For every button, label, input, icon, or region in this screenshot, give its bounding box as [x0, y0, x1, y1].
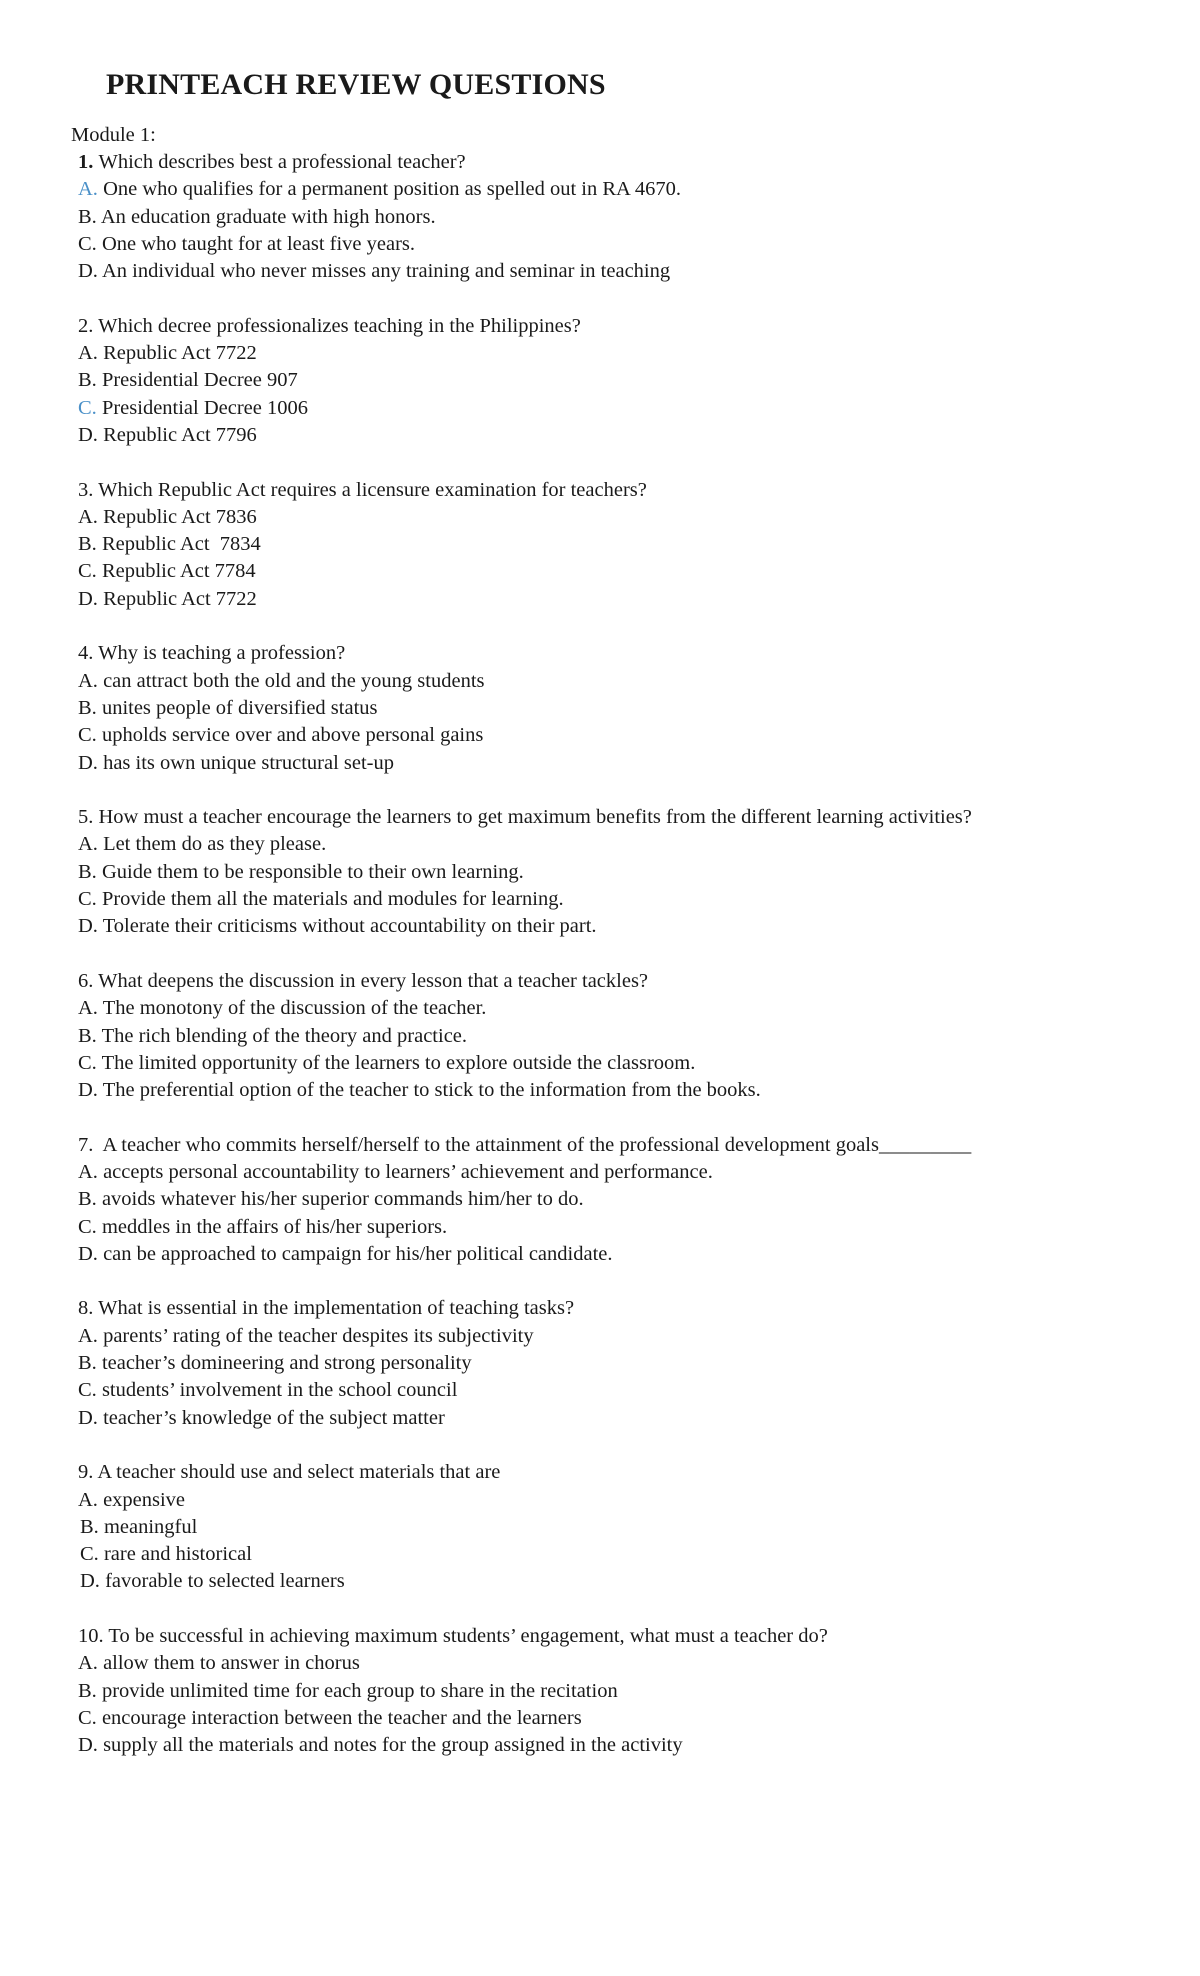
- question-stem: 3. Which Republic Act requires a licensure examination for teachers?: [78, 478, 647, 501]
- option-text: encourage interaction between the teacher and the learners: [101, 1706, 582, 1729]
- option-letter: B.: [78, 1352, 97, 1375]
- option-a: [78, 176, 1168, 203]
- question-number: 8.: [78, 1297, 94, 1320]
- option-letter: C.: [78, 1379, 97, 1402]
- option-text: expensive: [103, 1488, 186, 1511]
- option-b: [78, 531, 1168, 558]
- option-letter: C.: [78, 1706, 97, 1729]
- option-letter: B.: [78, 533, 97, 556]
- option-d: [78, 750, 1168, 777]
- option-text: favorable to selected learners: [105, 1570, 345, 1593]
- option-text: Presidential Decree 1006: [101, 396, 308, 419]
- option-letter: C.: [78, 1051, 97, 1074]
- question-10: [78, 1623, 1168, 1759]
- option-letter: B.: [78, 369, 97, 392]
- option-letter: C.: [78, 1215, 97, 1238]
- question-stem: 8. What is essential in the implementation of teaching tasks?: [78, 1297, 575, 1320]
- option-letter: D.: [78, 1242, 98, 1265]
- option-letter: A.: [78, 1488, 98, 1511]
- question-number: 6.: [78, 969, 94, 992]
- question-8: [78, 1295, 1168, 1431]
- option-text: accepts personal accountability to learners’ achievement and performance.: [103, 1160, 713, 1183]
- question-number: 1: [78, 151, 89, 173]
- option-text: meddles in the affairs of his/her superiors.: [101, 1215, 448, 1238]
- option-text: One who taught for at least five years.: [101, 232, 416, 255]
- option-a: [78, 831, 1168, 858]
- question-number: 2.: [78, 314, 94, 337]
- option-text: upholds service over and above personal gains: [101, 724, 484, 747]
- option-text: can be approached to campaign for his/her political candidate.: [103, 1242, 613, 1265]
- option-b: [78, 859, 1168, 886]
- option-text: parents’ rating of the teacher despites its subjectivity: [103, 1324, 534, 1347]
- option-text: One who qualifies for a permanent position as spelled out in RA 4670.: [103, 178, 681, 201]
- option-letter: D.: [78, 260, 98, 283]
- option-letter: C.: [80, 1543, 99, 1566]
- option-letter: D.: [78, 423, 98, 446]
- option-d: [78, 1405, 1168, 1432]
- question-number: 4.: [78, 642, 94, 665]
- question-stem: 4. Why is teaching a profession?: [78, 642, 346, 665]
- option-letter: A.: [78, 1324, 98, 1347]
- question-stem: 7. A teacher who commits herself/herself to the attainment of the professional development goals_________: [78, 1133, 972, 1156]
- question-4: [78, 640, 1168, 776]
- option-letter: B.: [78, 696, 97, 719]
- option-d: [78, 258, 1168, 285]
- question-stem: 6. What deepens the discussion in every lesson that a teacher tackles?: [78, 969, 649, 992]
- option-letter: D.: [78, 1079, 98, 1102]
- option-a: [78, 1159, 1168, 1186]
- option-letter: C.: [78, 232, 97, 255]
- option-text: The limited opportunity of the learners to explore outside the classroom.: [101, 1051, 696, 1074]
- option-text: has its own unique structural set-up: [103, 751, 394, 774]
- question-1: [78, 149, 1168, 285]
- option-text: Guide them to be responsible to their own learning.: [101, 860, 524, 883]
- option-text: The preferential option of the teacher to stick to the information from the books.: [102, 1079, 761, 1102]
- option-a: [78, 504, 1168, 531]
- page-title: PRINTEACH REVIEW QUESTIONS: [106, 68, 606, 101]
- option-a: [78, 1323, 1168, 1350]
- question-number: 3.: [78, 478, 94, 501]
- option-b: [78, 1350, 1168, 1377]
- option-b: [78, 367, 1168, 394]
- option-a: [78, 1487, 1168, 1514]
- option-c: [78, 886, 1168, 913]
- option-text: teacher’s knowledge of the subject matter: [103, 1406, 445, 1429]
- option-letter: D.: [80, 1570, 100, 1593]
- option-text: Republic Act 7834: [101, 533, 261, 556]
- option-text: Presidential Decree 907: [101, 369, 298, 392]
- option-letter: D.: [78, 587, 98, 610]
- option-text: Tolerate their criticisms without accountability on their part.: [102, 915, 597, 938]
- option-text: unites people of diversified status: [101, 696, 378, 719]
- option-text: Let them do as they please.: [103, 833, 327, 856]
- option-text: provide unlimited time for each group to share in the recitation: [101, 1679, 618, 1702]
- question-3: [78, 477, 1168, 613]
- option-d: [78, 1241, 1168, 1268]
- option-letter: A.: [78, 1160, 98, 1183]
- option-letter: A.: [78, 833, 98, 856]
- option-c: [78, 395, 1168, 422]
- option-letter: A.: [78, 342, 98, 365]
- option-letter: A.: [78, 178, 98, 201]
- option-text: An education graduate with high honors.: [100, 205, 436, 228]
- option-text: Republic Act 7722: [103, 587, 257, 610]
- option-letter: D.: [78, 751, 98, 774]
- question-stem: 10. To be successful in achieving maximum students’ engagement, what must a teacher do?: [78, 1625, 828, 1648]
- option-letter: A.: [78, 669, 98, 692]
- option-letter: B.: [78, 1188, 97, 1211]
- option-c: [78, 1541, 1168, 1568]
- option-letter: D.: [78, 1406, 98, 1429]
- option-d: [78, 913, 1168, 940]
- question-number: 7.: [78, 1133, 94, 1156]
- option-letter: B.: [78, 1679, 97, 1702]
- option-text: allow them to answer in chorus: [103, 1652, 360, 1675]
- question-6: [78, 968, 1168, 1104]
- question-2: [78, 313, 1168, 449]
- option-text: The monotony of the discussion of the teacher.: [102, 997, 487, 1020]
- question-9: [78, 1459, 1168, 1595]
- option-c: [78, 231, 1168, 258]
- option-letter: C.: [78, 724, 97, 747]
- option-text: Republic Act 7722: [103, 342, 257, 365]
- option-c: [78, 1705, 1168, 1732]
- option-c: [78, 1214, 1168, 1241]
- question-stem: 9. A teacher should use and select materials that are: [78, 1461, 501, 1484]
- option-text: The rich blending of the theory and practice.: [101, 1024, 468, 1047]
- option-text: supply all the materials and notes for the group assigned in the activity: [103, 1734, 683, 1757]
- option-text: Republic Act 7784: [101, 560, 256, 583]
- option-a: [78, 995, 1168, 1022]
- question-7: [78, 1132, 1168, 1268]
- option-a: [78, 340, 1168, 367]
- option-text: avoids whatever his/her superior commands him/her to do.: [101, 1188, 584, 1211]
- option-text: Provide them all the materials and modules for learning.: [101, 888, 564, 911]
- option-text: can attract both the old and the young students: [103, 669, 485, 692]
- option-d: [78, 1732, 1168, 1759]
- question-5: [78, 804, 1168, 940]
- question-number: 5.: [78, 806, 94, 829]
- option-letter: D.: [78, 915, 98, 938]
- option-c: [78, 558, 1168, 585]
- option-a: [78, 668, 1168, 695]
- option-d: [78, 1568, 1168, 1595]
- option-d: [78, 586, 1168, 613]
- option-letter: B.: [78, 860, 97, 883]
- question-number: 10.: [78, 1625, 104, 1648]
- option-b: [78, 695, 1168, 722]
- option-letter: C.: [78, 396, 97, 419]
- option-text: Republic Act 7836: [103, 505, 257, 528]
- option-d: [78, 422, 1168, 449]
- option-letter: B.: [80, 1515, 99, 1538]
- option-letter: D.: [78, 1734, 98, 1757]
- option-text: rare and historical: [103, 1543, 252, 1566]
- option-text: Republic Act 7796: [103, 423, 257, 446]
- option-b: [78, 1023, 1168, 1050]
- option-text: students’ involvement in the school council: [101, 1379, 458, 1402]
- option-letter: C.: [78, 560, 97, 583]
- option-letter: A.: [78, 1652, 98, 1675]
- option-letter: A.: [78, 997, 98, 1020]
- question-stem: 5. How must a teacher encourage the learners to get maximum benefits from the different learning activities?: [78, 806, 972, 829]
- option-text: teacher’s domineering and strong personality: [101, 1352, 472, 1375]
- module-label: Module 1:: [71, 124, 156, 146]
- option-b: [78, 204, 1168, 231]
- option-b: [78, 1186, 1168, 1213]
- option-c: [78, 1050, 1168, 1077]
- option-letter: A.: [78, 505, 98, 528]
- question-stem: 2. Which decree professionalizes teaching in the Philippines?: [78, 314, 581, 337]
- option-letter: B.: [78, 205, 97, 228]
- option-a: [78, 1650, 1168, 1677]
- option-text: meaningful: [103, 1515, 198, 1538]
- question-list: [78, 149, 1168, 1787]
- option-text: An individual who never misses any training and seminar in teaching: [101, 260, 671, 283]
- option-letter: B.: [78, 1024, 97, 1047]
- option-b: [78, 1678, 1168, 1705]
- option-c: [78, 722, 1168, 749]
- option-c: [78, 1377, 1168, 1404]
- question-number: 9.: [78, 1461, 94, 1484]
- option-letter: C.: [78, 888, 97, 911]
- option-b: [78, 1514, 1168, 1541]
- option-d: [78, 1077, 1168, 1104]
- question-stem: 1. Which describes best a professional teacher?: [78, 151, 466, 173]
